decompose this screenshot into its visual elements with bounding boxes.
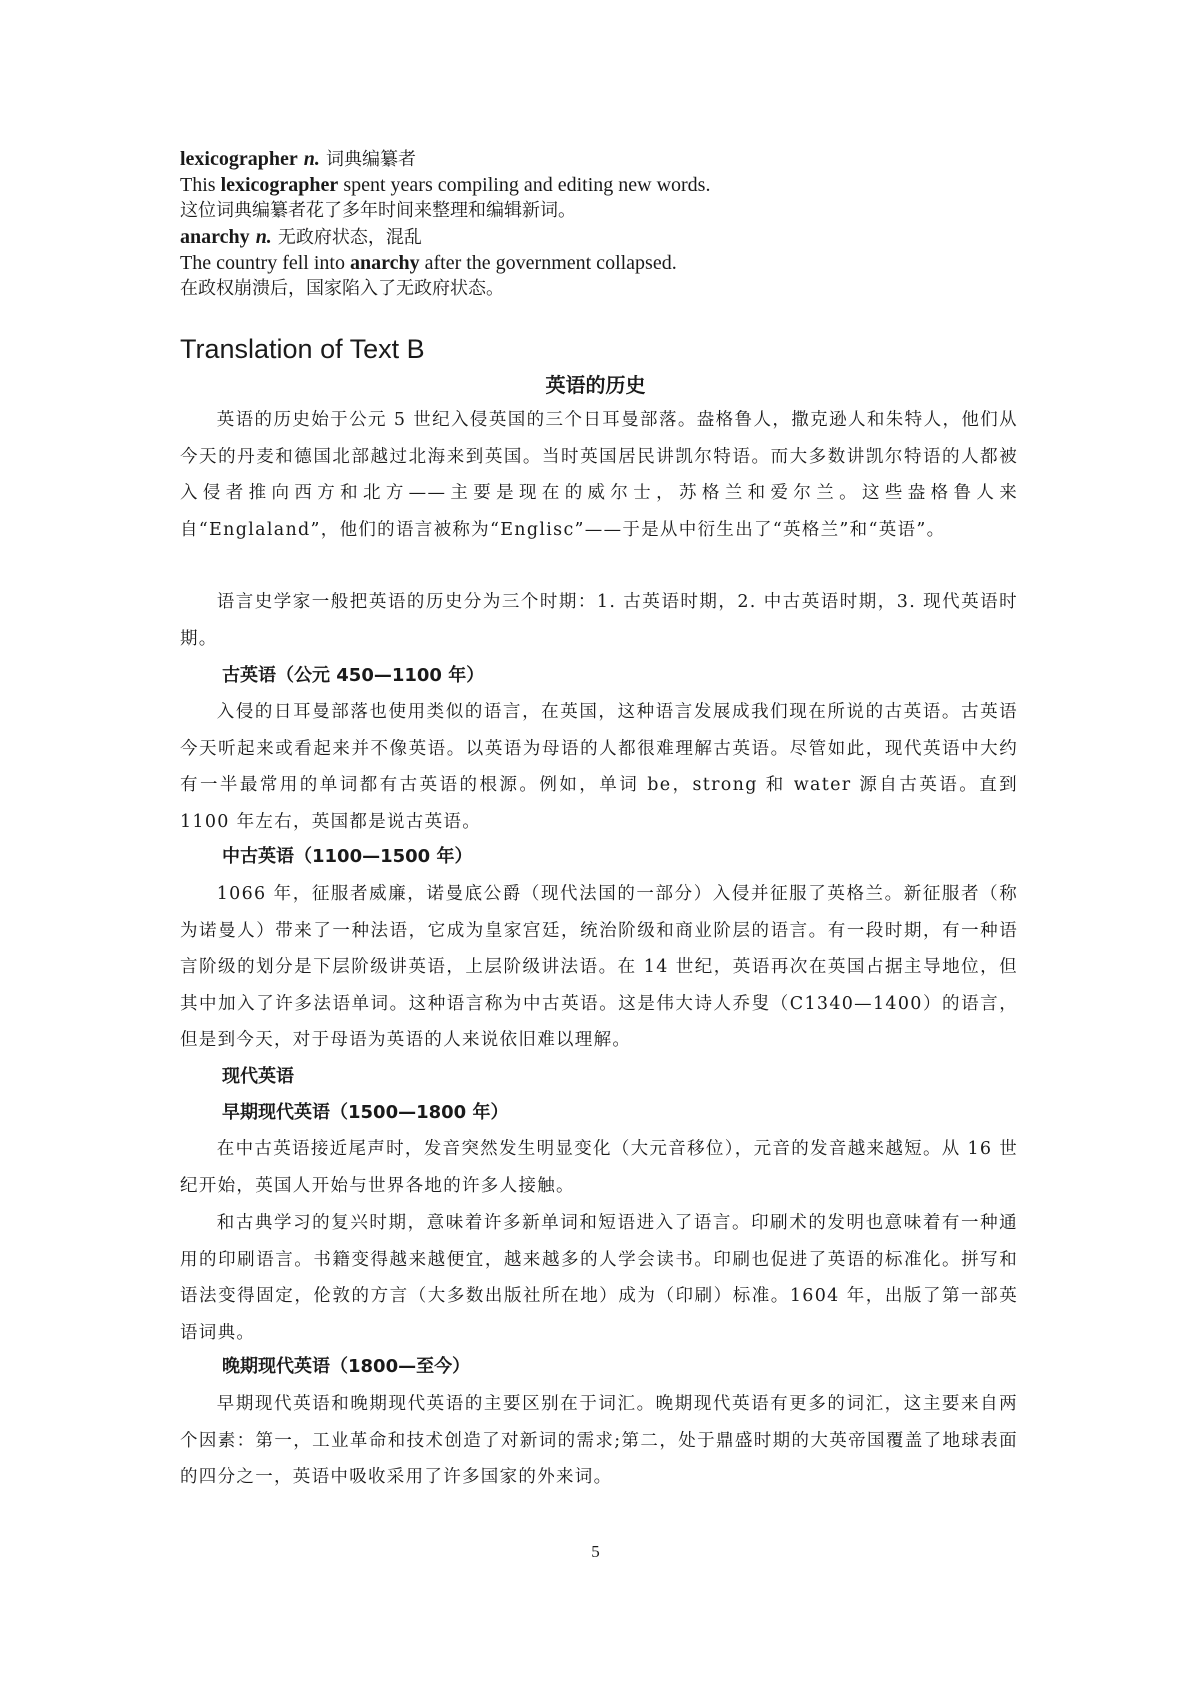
vocab-example-sentence — [180, 172, 1060, 198]
part-of-speech: n. — [255, 226, 272, 248]
heading-early-modern-english: 早期现代英语（1500—1800 年） — [222, 1102, 509, 1123]
example-text: The country fell into — [180, 252, 350, 274]
heading-late-modern-english: 晚期现代英语（1800—至今） — [222, 1356, 471, 1377]
document-title: 英语的历史 — [545, 373, 646, 397]
vocab-example-translation: 这位词典编纂者花了多年时间来整理和编辑新词。 — [180, 200, 576, 221]
paragraph-periods: 语言史学家一般把英语的历史分为三个时期：1. 古英语时期，2. 中古英语时期，3. 现代英语时期。 — [180, 592, 1018, 649]
example-keyword: anarchy — [349, 252, 420, 274]
example-keyword: lexicographer — [220, 174, 339, 196]
paragraph-early-modern-1: 在中古英语接近尾声时，发音突然发生明显变化（大元音移位），元音的发音越来越短。从 16 世纪开始，英国人开始与世界各地的许多人接触。 — [180, 1139, 1018, 1196]
example-text: spent years compiling and editing new words. — [338, 174, 711, 196]
example-text: This — [180, 174, 221, 196]
section-title: Translation of Text B — [180, 334, 425, 364]
meaning: 词典编纂者 — [325, 149, 416, 170]
headword: lexicographer — [180, 148, 298, 170]
paragraph-early-modern-2: 和古典学习的复兴时期，意味着许多新单词和短语进入了语言。印刷术的发明也意味着有一种通用的印刷语言。书籍变得越来越便宜，越来越多的人学会读书。印刷也促进了英语的标准化。拼写和语法变得固定，伦敦的方言（大多数出版社所在地）成为（印刷）标准。1604 年，出版了第一部英语词典。 — [180, 1213, 1018, 1343]
heading-middle-english: 中古英语（1100—1500 年） — [222, 846, 473, 867]
vocab-example-sentence — [180, 250, 1060, 276]
meaning: 无政府状态，混乱 — [277, 227, 422, 248]
paragraph-intro: 英语的历史始于公元 5 世纪入侵英国的三个日耳曼部落。盎格鲁人，撒克逊人和朱特人，他们从今天的丹麦和德国北部越过北海来到英国。当时英国居民讲凯尔特语。而大多数讲凯尔特语的人都被入侵者推向西方和北方——主要是现在的威尔士，苏格兰和爱尔兰。这些盎格鲁人来自“Englaland”，他们的语言被称为“Englisc”——于是从中衍生出了“英格兰”和“英语”。 — [180, 410, 1018, 540]
vocabulary-section — [180, 146, 1060, 302]
heading-old-english: 古英语（公元 450—1100 年） — [222, 665, 485, 686]
paragraph-old-english: 入侵的日耳曼部落也使用类似的语言，在英国，这种语言发展成我们现在所说的古英语。古英语今天听起来或看起来并不像英语。以英语为母语的人都很难理解古英语。尽管如此，现代英语中大约有一半最常用的单词都有古英语的根源。例如，单词 be，strong 和 water 源自古英语。直到 1100 年左右，英国都是说古英语。 — [180, 702, 1018, 832]
heading-modern-english: 现代英语 — [222, 1066, 294, 1087]
vocab-entry-headword — [180, 224, 1060, 250]
paragraph-late-modern: 早期现代英语和晚期现代英语的主要区别在于词汇。晚期现代英语有更多的词汇，这主要来自两个因素：第一，工业革命和技术创造了对新词的需求;第二，处于鼎盛时期的大英帝国覆盖了地球表面的四分之一，英语中吸收采用了许多国家的外来词。 — [180, 1394, 1018, 1487]
vocab-entry-headword — [180, 146, 1060, 172]
paragraph-middle-english: 1066 年，征服者威廉，诺曼底公爵（现代法国的一部分）入侵并征服了英格兰。新征服者（称为诺曼人）带来了一种法语，它成为皇家宫廷，统治阶级和商业阶层的语言。有一段时期，有一种语言阶级的划分是下层阶级讲英语，上层阶级讲法语。在 14 世纪，英语再次在英国占据主导地位，但其中加入了许多法语单词。这种语言称为中古英语。这是伟大诗人乔叟（C1340—1400）的语言，但是到今天，对于母语为英语的人来说依旧难以理解。 — [180, 884, 1018, 1050]
example-text: after the government collapsed. — [419, 252, 677, 274]
vocab-example-translation: 在政权崩溃后，国家陷入了无政府状态。 — [180, 278, 504, 299]
part-of-speech: n. — [303, 148, 320, 170]
page-number: 5 — [591, 1542, 600, 1561]
headword: anarchy — [180, 226, 250, 248]
